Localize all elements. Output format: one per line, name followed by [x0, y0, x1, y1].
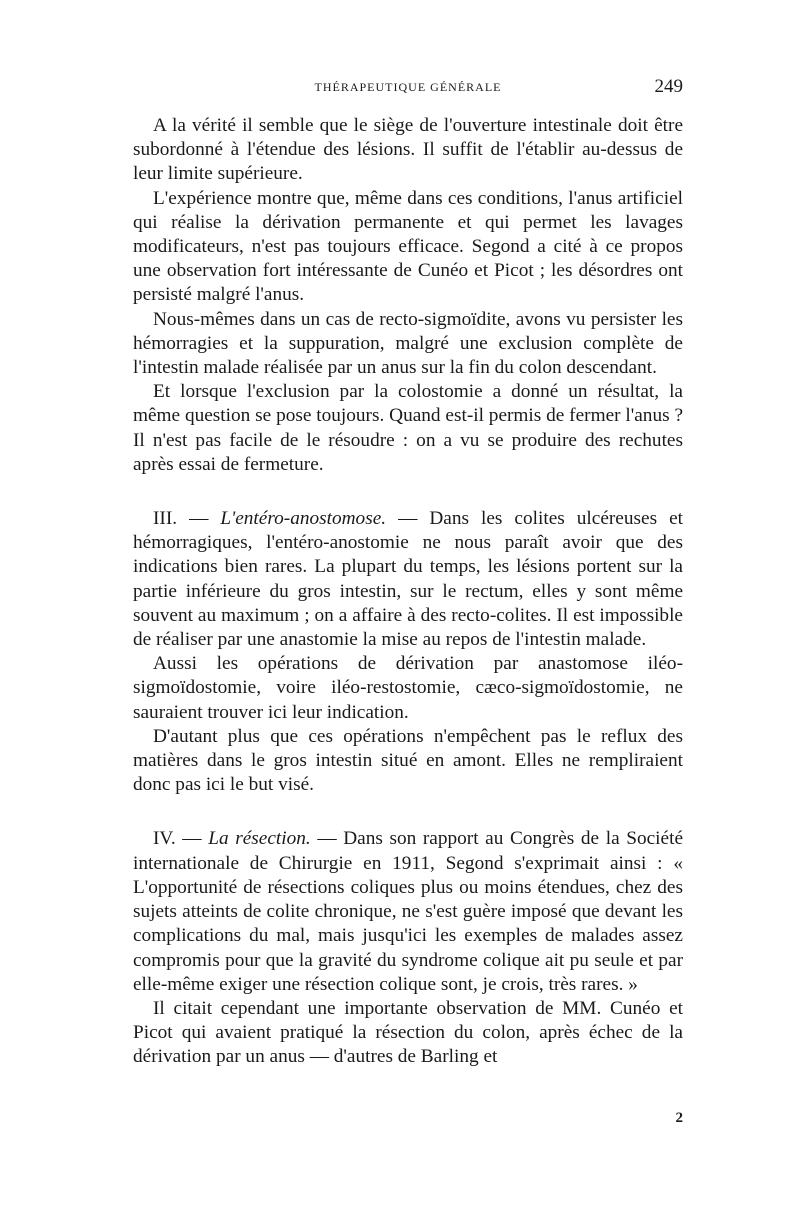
section-text: — Dans son rapport au Congrès de la Société internationale de Chirurgie en 1911, Segond s'exprimait ainsi : « L'opportunité de résections coliques plus ou moins étendues, chez des sujets atteints de colite chronique, ne s'est guère imposé que devant les complications du mal, mais jusqu'ici les exemples de malades assez compromis pour que la gravité du syndrome colique ait pu seule et par elle-même exiger une résection colique sont, je crois, très rares. » — [133, 828, 683, 995]
paragraph: Il citait cependant une importante observation de MM. Cunéo et Picot qui avaient pratiqué la résection du colon, après échec de la dérivation par un anus — d'autres de Barling et — [133, 997, 683, 1068]
section-iv-paragraph — [133, 827, 683, 996]
section-title: L'entéro-anostomose. — [220, 508, 387, 530]
section-number: IV. — — [153, 828, 202, 850]
paragraph: A la vérité il semble que le siège de l'ouverture intestinale doit être subordonné à l'étendue des lésions. Il suffit de l'établir au-dessus de leur limite supérieure. — [133, 115, 683, 185]
section-text: — Dans les colites ulcéreuses et hémorragiques, l'entéro-anostomie ne nous paraît avoir que des indications bien rares. La plupart du temps, les lésions portent sur la partie inférieure du gros intestin, sur le rectum, elles y sont même souvent au maximum ; on a affaire à des recto-colites. Il est impossible de réaliser par une anastomie la mise au repos de l'intestin malade. — [133, 508, 683, 651]
body-text — [133, 114, 683, 1070]
signature-mark: 2 — [675, 1110, 683, 1126]
paragraph: D'autant plus que ces opérations n'empêchent pas le reflux des matières dans le gros intestin situé en amont. Elles ne rempliraient donc pas ici le but visé. — [133, 725, 683, 796]
section-iii-paragraph — [133, 507, 683, 652]
section-title: La résection. — [208, 828, 311, 850]
paragraph: Nous-mêmes dans un cas de recto-sigmoïdite, avons vu persister les hémorragies et la suppuration, malgré une exclusion complète de l'intestin malade réalisée par un anus sur la fin du colon descendant. — [133, 308, 683, 379]
paragraph: Aussi les opérations de dérivation par anastomose iléo-sigmoïdostomie, voire iléo-restostomie, cæco-sigmoïdostomie, ne sauraient trouver ici leur indication. — [133, 653, 683, 723]
running-title: THÉRAPEUTIQUE GÉNÉRALE — [314, 80, 502, 94]
section-number: III. — — [153, 508, 209, 530]
paragraph: L'expérience montre que, même dans ces conditions, l'anus artificiel qui réalise la dérivation permanente et qui permet les lavages modificateurs, n'est pas toujours efficace. Segond a cité à ce propos une observation fort intéressante de Cunéo et Picot ; les désordres ont persisté malgré l'anus. — [133, 187, 683, 306]
paragraph: Et lorsque l'exclusion par la colostomie a donné un résultat, la même question se pose toujours. Quand est-il permis de fermer l'anus ? Il n'est pas facile de le résoudre : on a vu se produire des rechutes après essai de fermeture. — [133, 381, 683, 475]
running-head — [133, 76, 683, 100]
page-number: 249 — [654, 76, 683, 97]
